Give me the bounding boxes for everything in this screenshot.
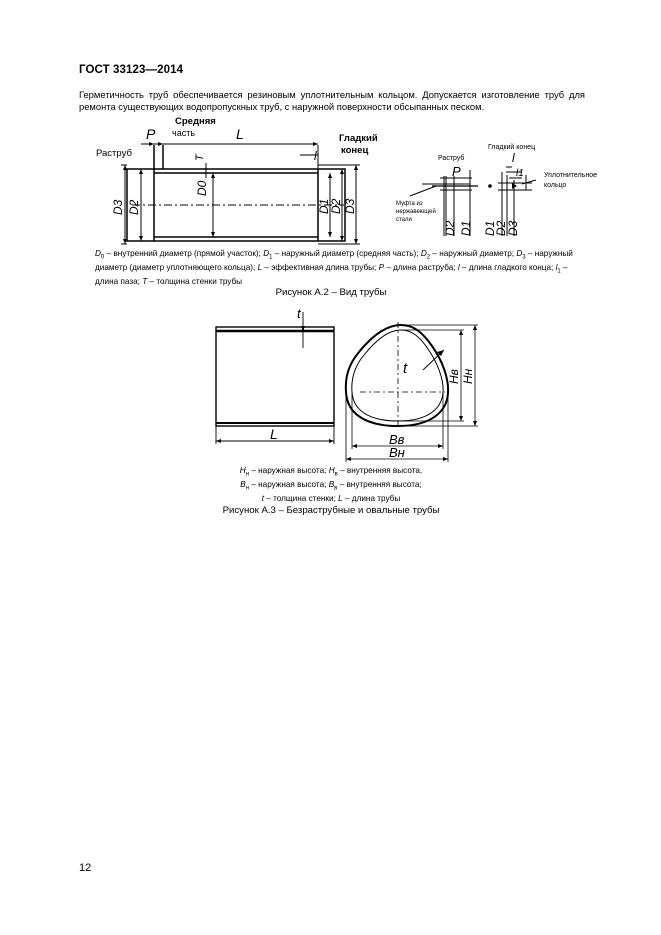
a3-label-hn: Hн <box>461 368 475 384</box>
label-d2-right: D2 <box>329 198 343 214</box>
legend-line <box>150 480 512 494</box>
detail-label-d2b: D2 <box>494 220 508 236</box>
a3-label-t-center: t <box>403 360 408 377</box>
a3-label-bn: Bн <box>389 445 405 460</box>
label-d0: D0 <box>195 180 209 196</box>
legend-entry: $B_в$ – внутренняя высота; <box>328 479 422 492</box>
straight-pipe-outline <box>216 327 334 426</box>
legend-entry: $D_2$ – наружный диаметр; <box>420 249 517 261</box>
label-smooth-2: конец <box>341 145 369 156</box>
legend-line <box>150 494 512 504</box>
legend-entry: T – толщина стенки трубы <box>142 276 243 286</box>
figure-a3-legend <box>150 466 512 504</box>
legend-entry: l – длина гладкого конца; <box>457 262 556 272</box>
detail-label-p: P <box>452 164 461 179</box>
label-d3-left: D3 <box>111 199 125 215</box>
legend-entry: L – длина трубы <box>338 493 401 503</box>
label-socket: Раструб <box>96 148 132 159</box>
a3-label-length: L <box>270 426 278 442</box>
label-middle-2: часть <box>172 128 196 138</box>
a3-label-bv: Bв <box>389 432 405 447</box>
label-d3-right: D3 <box>343 198 357 214</box>
label-d2-left: D2 <box>127 199 141 215</box>
detail-label-l1: l1 <box>516 168 524 179</box>
detail-label-smooth-end: Гладкий конец <box>488 144 536 151</box>
label-smooth-1: Гладкий <box>339 133 378 144</box>
figure-a2-caption: Рисунок А.2 – Вид трубы <box>275 287 387 298</box>
legend-line <box>150 466 512 480</box>
detail-label-d3b: D3 <box>506 220 520 236</box>
page-number: 12 <box>79 862 92 874</box>
legend-entry: $D_0$ – внутренний диаметр (прямой участок); <box>95 249 264 261</box>
detail-label-seal-1: Уплотнительное <box>544 172 597 179</box>
figure-a3-caption: Рисунок А.3 – Безраструбные и овальные трубы <box>222 505 440 516</box>
intro-paragraph: Герметичность труб обеспечивается резиновым уплотнительным кольцом. Допускается изготовление труб для ремонта существующих водопропускных труб, с наружной поверхности обсыпанных песком. <box>79 89 585 112</box>
detail-label-d1b: D1 <box>483 220 497 236</box>
a3-label-t-wall: t <box>297 306 301 321</box>
label-middle-1: Средняя <box>175 116 216 127</box>
detail-label-socket: Раструб <box>438 155 465 162</box>
legend-entry: t – толщина стенки; <box>261 493 339 503</box>
detail-label-d1: D1 <box>459 220 473 236</box>
label-t-wall: T <box>194 154 206 161</box>
a3-label-hv: Hв <box>447 369 461 384</box>
legend-entry: $D_3$ – наружный диаметр (диаметр уплотняющего кольца); <box>95 249 573 272</box>
legend-entry: $H_н$ – наружная высота; <box>239 466 329 478</box>
page-header: ГОСТ 33123—2014 <box>79 64 184 76</box>
legend-entry: $H_в$ – внутренняя высота, <box>328 466 423 478</box>
legend-entry: L – эффективная длина трубы; <box>257 262 379 272</box>
detail-label-sleeve-2: нержавеющей <box>396 209 436 215</box>
detail-label-seal-2: кольцо <box>544 182 567 189</box>
legend-entry: $D_1$ – наружный диаметр (средняя часть); <box>263 249 421 261</box>
label-p: P <box>146 126 156 142</box>
label-d1-right: D1 <box>317 198 331 214</box>
legend-entry: $l_1$ – длина паза; <box>95 262 568 286</box>
detail-label-sleeve-3: стали <box>396 217 412 223</box>
detail-label-l: l <box>512 151 515 165</box>
label-l-smooth: l <box>314 149 317 163</box>
detail-label-d2: D2 <box>443 220 457 236</box>
label-l-length: L <box>236 126 244 142</box>
detail-label-sleeve-1: Муфта из <box>396 201 423 207</box>
legend-entry: P – длина раструба; <box>378 262 458 272</box>
legend-entry: $B_н$ – наружная высота; <box>240 479 329 492</box>
